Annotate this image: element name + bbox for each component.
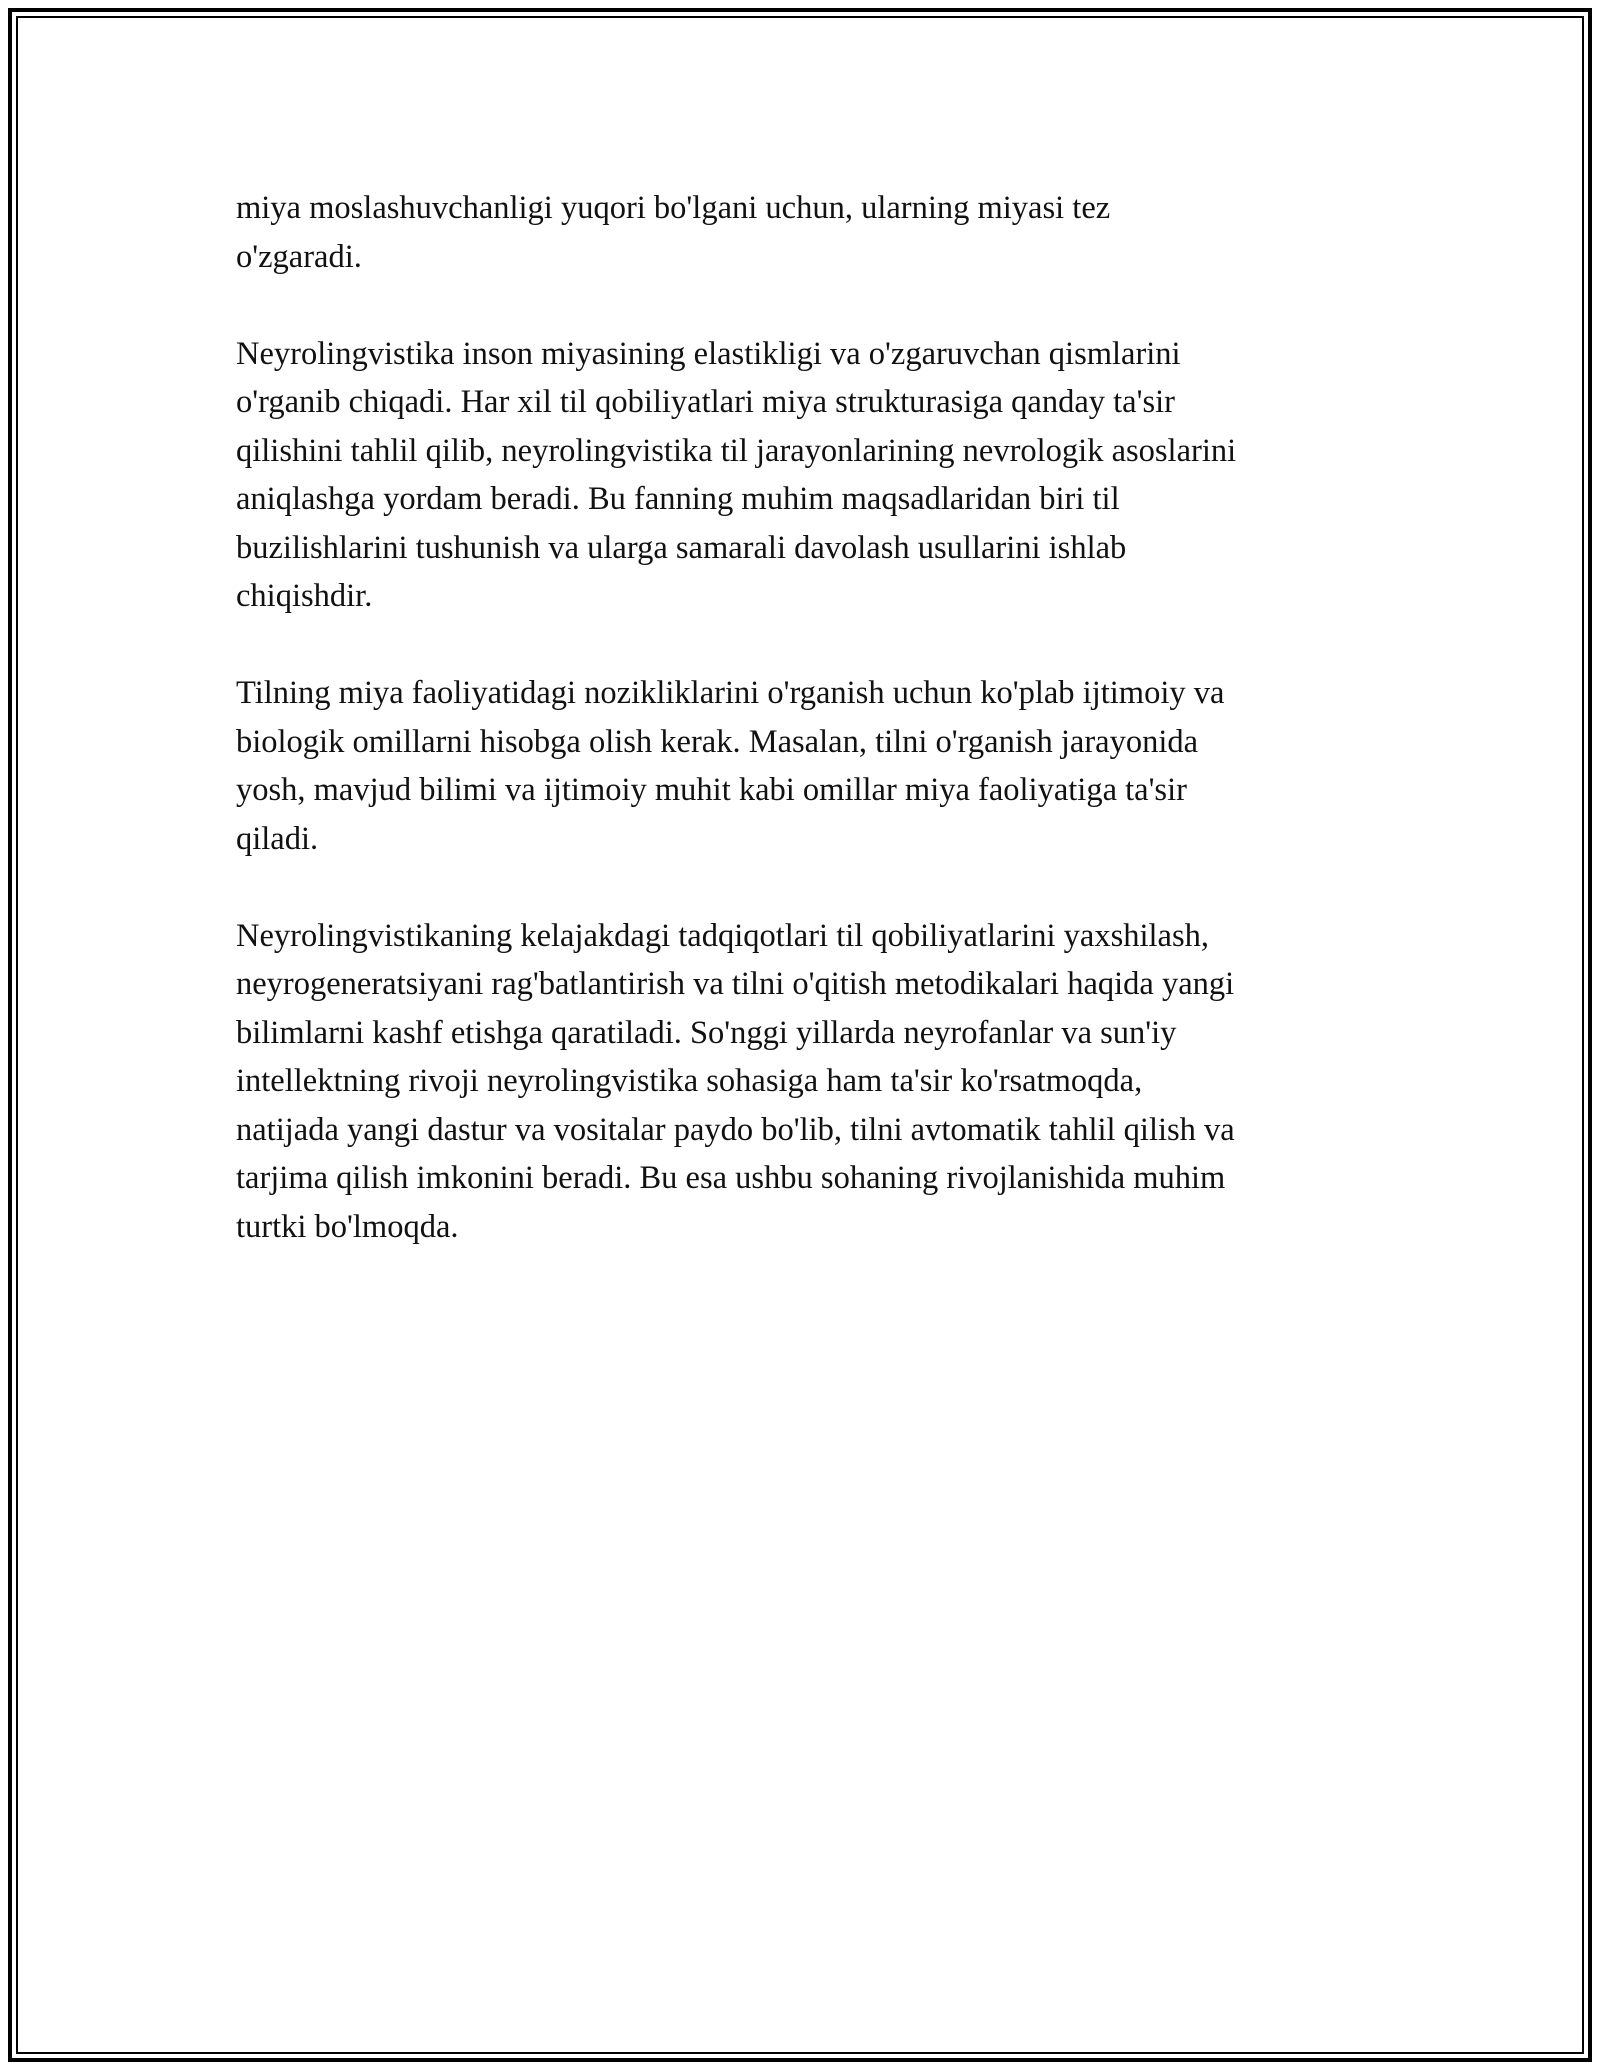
paragraph-1: miya moslashuvchanligi yuqori bo'lgani uchun, ularning miyasi tez o'zgaradi. bbox=[236, 190, 1111, 275]
paragraph-3: Tilning miya faoliyatidagi nozikliklarini o'rganish uchun ko'plab ijtimoiy va biologik omillarni hisobga olish kerak. Masalan, tilni o'rganish jarayonida yosh, mavjud bilimi va ijtimoiy muhit kabi omillar miya faoliyatiga ta'sir qiladi. bbox=[236, 675, 1225, 857]
paragraph-4: Neyrolingvistikaning kelajakdagi tadqiqotlari til qobiliyatlarini yaxshilash, neyrogeneratsiyani rag'batlantirish va tilni o'qitish metodikalari haqida yangi bilimlarni kashf etishga qaratiladi. So'nggi yillarda neyrofanlar va sun'iy intellektning rivoji neyrolingvistika sohasiga ham ta'sir ko'rsatmoqda, natijada yangi dastur va vositalar paydo bo'lib, tilni avtomatik tahlil qilish va tarjima qilish imkonini beradi. Bu esa ushbu sohaning rivojlanishida muhim turtki bo'lmoqda. bbox=[236, 917, 1235, 1245]
paragraph-2: Neyrolingvistika inson miyasining elastikligi va o'zgaruvchan qismlarini o'rganib chiqadi. Har xil til qobiliyatlari miya strukturasiga qanday ta'sir qilishini tahlil qilib, neyrolingvistika til jarayonlarining nevrologik asoslarini aniqlashga yordam beradi. Bu fanning muhim maqsadlaridan biri til buzilishlarini tushunish va ularga samarali davolash usullarini ishlab chiqishdir. bbox=[236, 335, 1237, 614]
document-body bbox=[236, 184, 1376, 1300]
